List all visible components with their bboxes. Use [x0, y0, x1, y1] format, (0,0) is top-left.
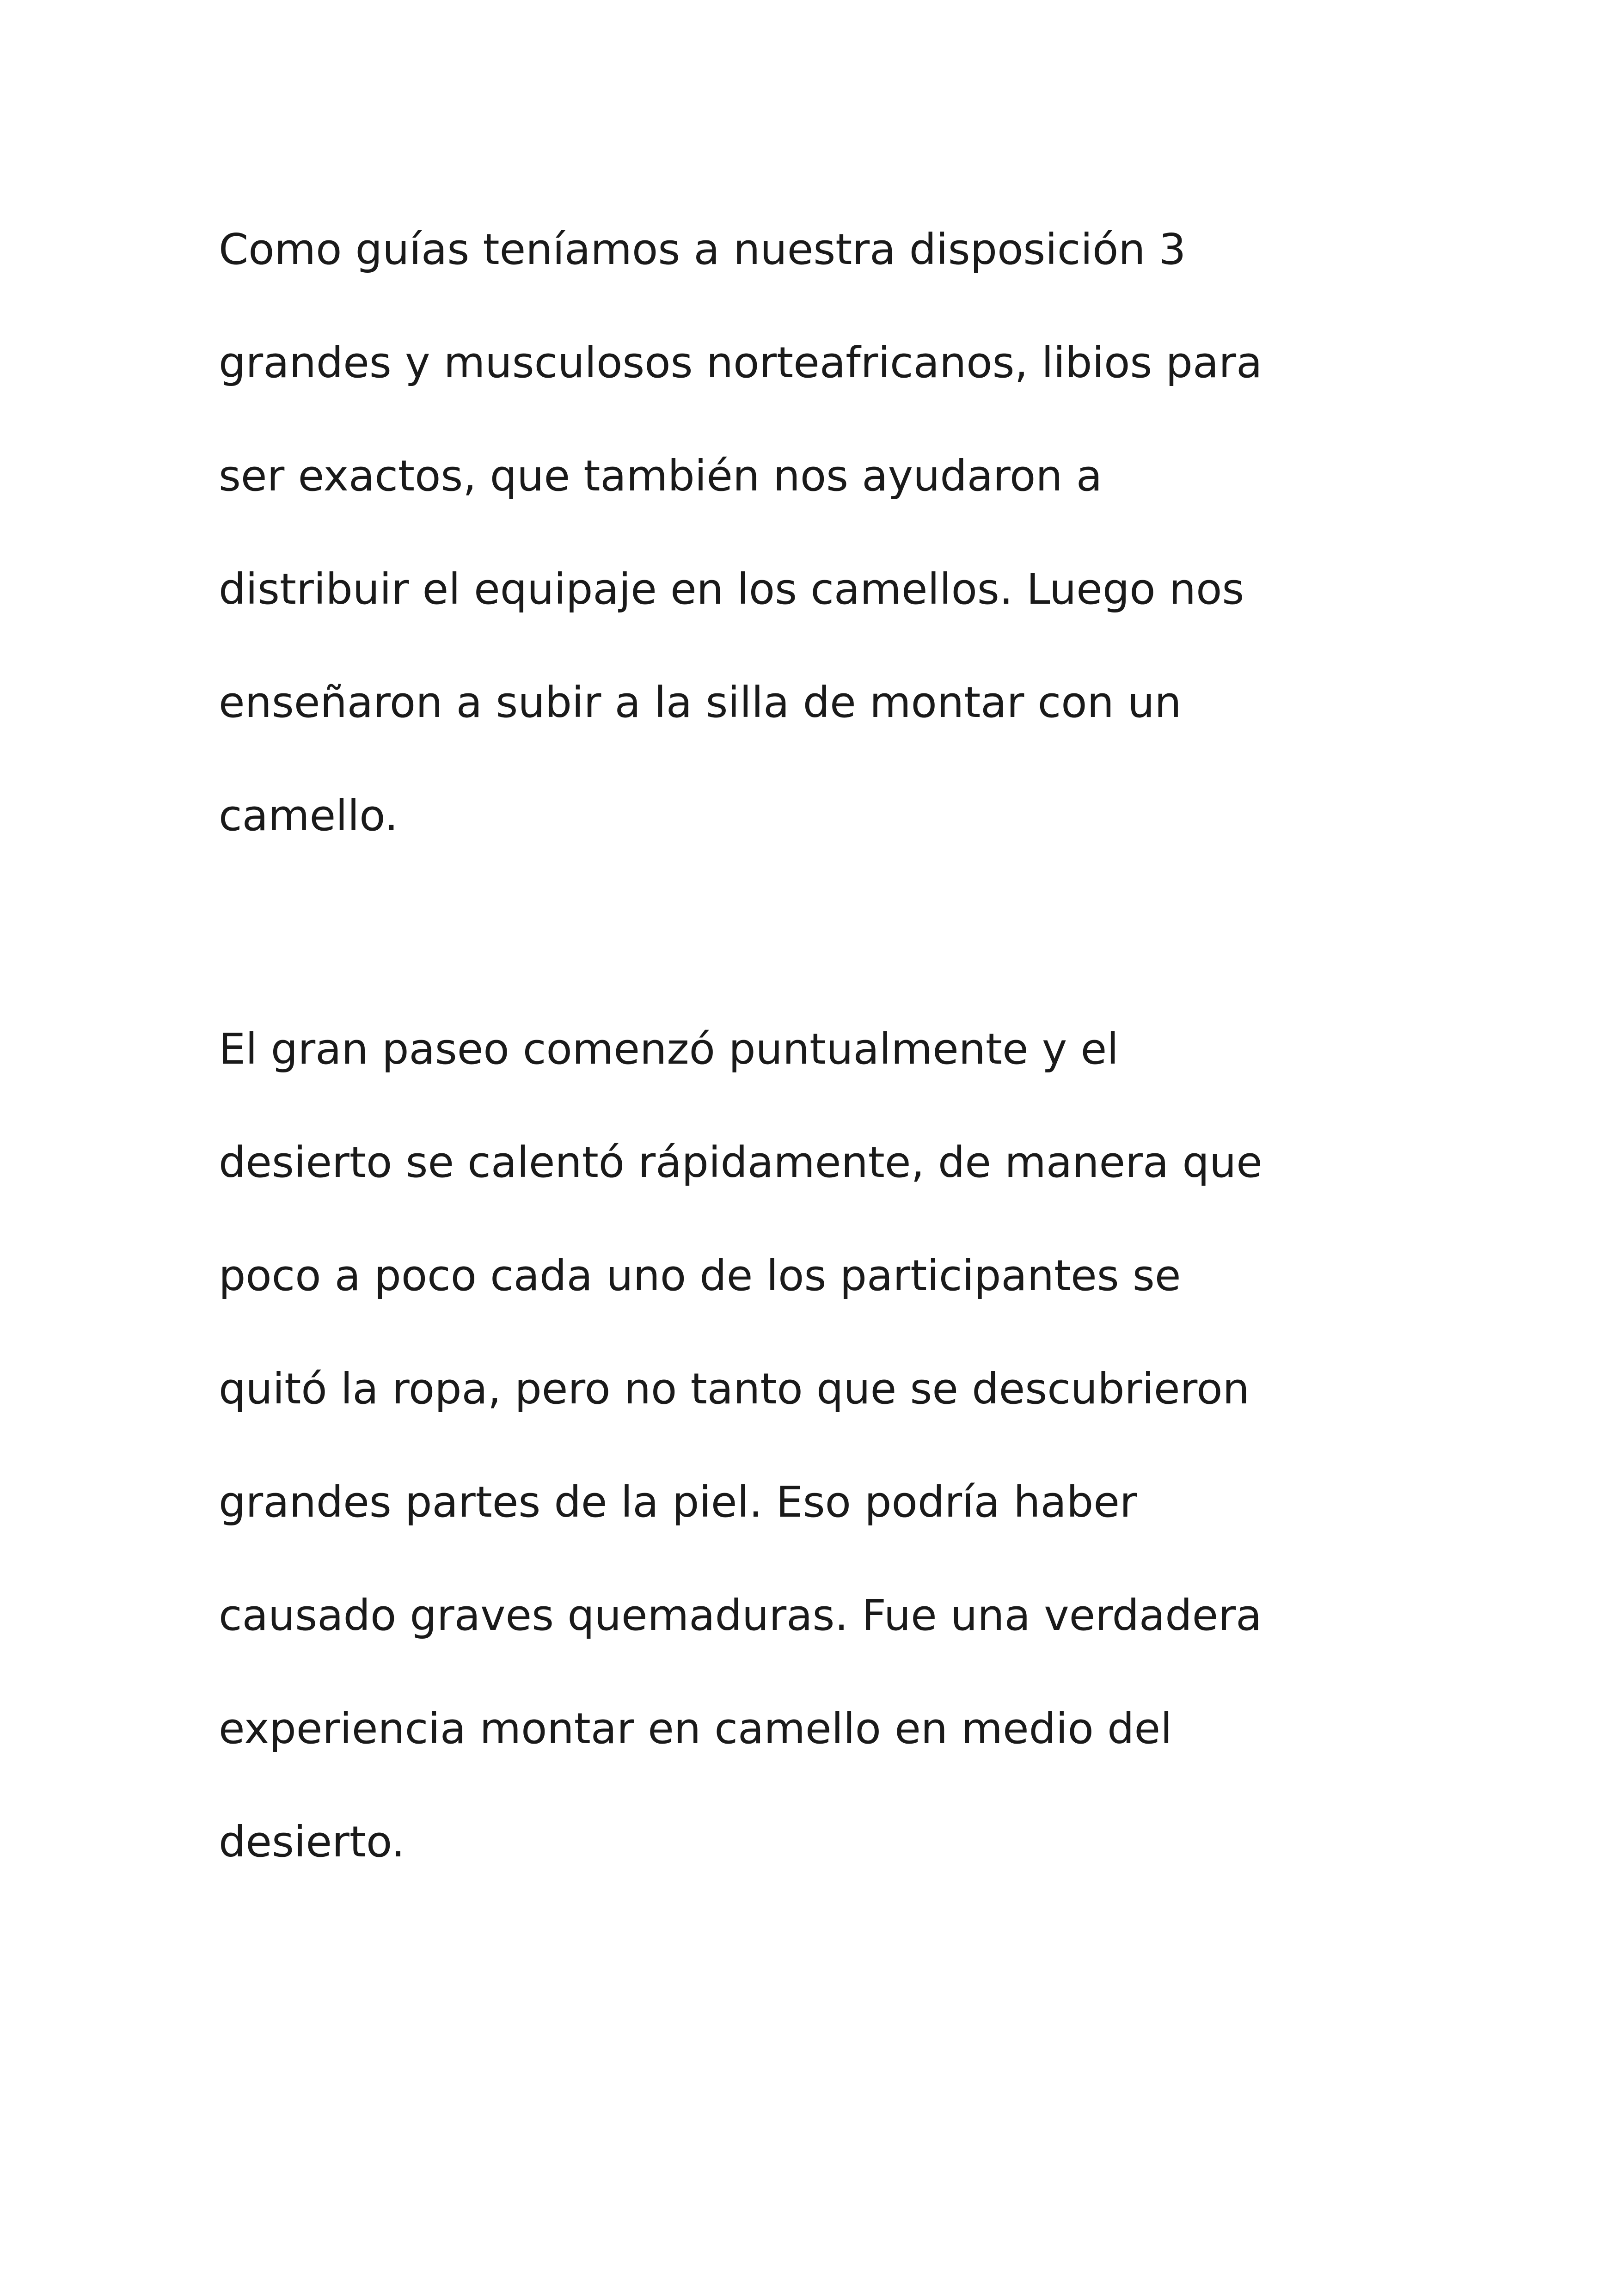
paragraph-line: poco a poco cada uno de los participantes se [219, 1251, 1181, 1300]
paragraph-line: El gran paseo comenzó puntualmente y el [219, 1024, 1119, 1074]
paragraph-line: experiencia montar en camello en medio del [219, 1704, 1172, 1753]
paragraph-line: grandes y musculosos norteafricanos, libios para [219, 338, 1263, 387]
paragraph-line: causado graves quemaduras. Fue una verdadera [219, 1591, 1262, 1640]
paragraph-line: grandes partes de la piel. Eso podría haber [219, 1477, 1137, 1527]
paragraph-line: Como guías teníamos a nuestra disposición 3 [219, 225, 1186, 274]
paragraph-line: camello. [219, 791, 398, 840]
paragraph-line: quitó la ropa, pero no tanto que se descubrieron [219, 1364, 1250, 1414]
paragraph-line: enseñaron a subir a la silla de montar con un [219, 678, 1182, 727]
paragraph-line: distribuir el equipaje en los camellos. Luego nos [219, 564, 1244, 614]
paragraph-line: desierto. [219, 1817, 405, 1867]
paragraph-line: ser exactos, que también nos ayudaron a [219, 451, 1103, 501]
paragraph-line: desierto se calentó rápidamente, de manera que [219, 1138, 1263, 1187]
